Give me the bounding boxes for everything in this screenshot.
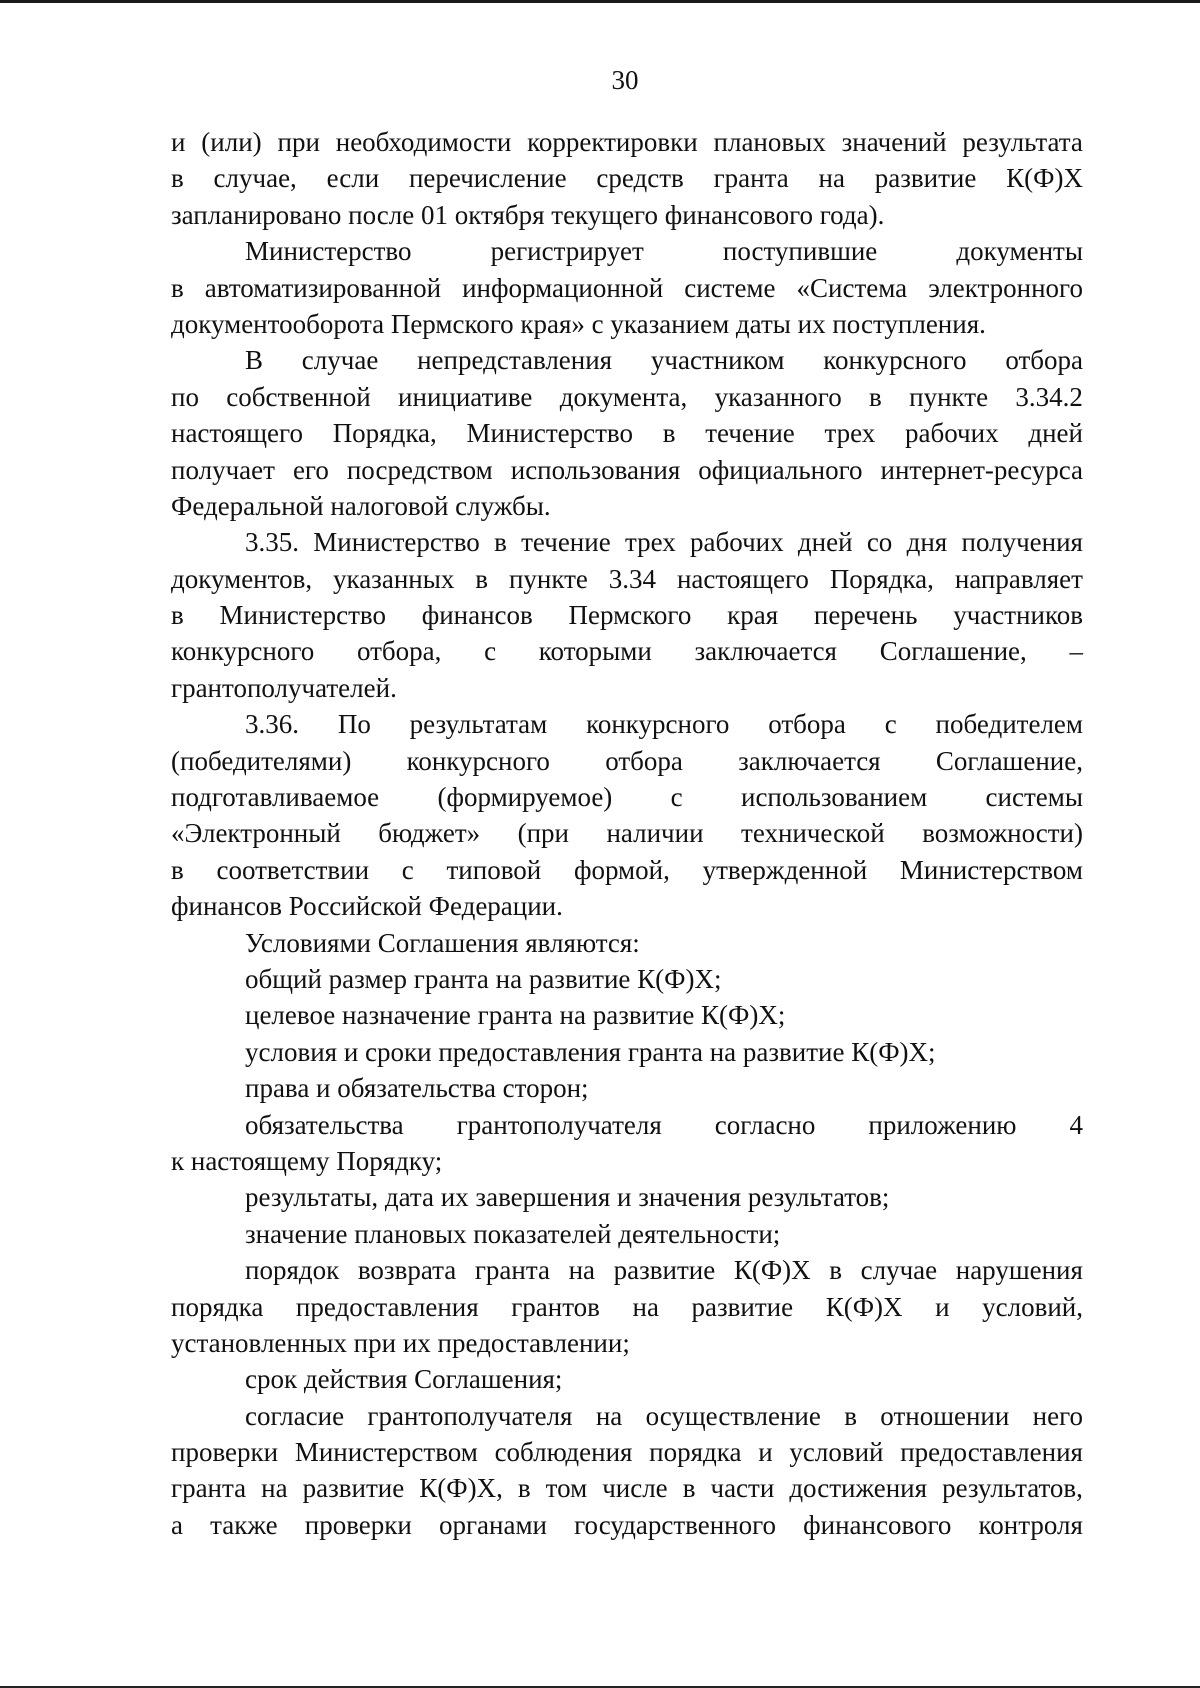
word: Порядка, xyxy=(829,563,934,594)
word: финансового xyxy=(803,1509,952,1540)
word: конкурсного xyxy=(823,345,967,376)
text-line xyxy=(171,1398,1083,1434)
word: перечень xyxy=(813,600,918,631)
word: «Электронный xyxy=(171,818,341,849)
word: случае, xyxy=(213,163,297,194)
word: значений xyxy=(841,127,947,157)
word: в xyxy=(662,418,676,449)
word: на xyxy=(568,1255,596,1286)
word: в xyxy=(869,381,882,412)
word: системе xyxy=(684,272,776,303)
word: и xyxy=(171,127,186,157)
word: если xyxy=(326,163,380,194)
word: случае xyxy=(860,1255,938,1286)
word: Министерство xyxy=(466,418,634,449)
word: Министерство xyxy=(313,527,480,558)
word: электронного xyxy=(928,272,1083,303)
word: участников xyxy=(953,600,1083,631)
word: осуществление xyxy=(645,1400,821,1431)
text-line xyxy=(171,524,1083,560)
word: развитие xyxy=(302,1473,405,1504)
text-line: Федеральной налоговой службы. xyxy=(171,490,551,521)
word: приложению xyxy=(868,1109,1017,1140)
word: с xyxy=(884,709,897,740)
word: достижения xyxy=(789,1473,928,1504)
word: которыми xyxy=(538,636,652,667)
word: согласие xyxy=(245,1400,345,1431)
word: в xyxy=(171,600,184,631)
word: края xyxy=(727,600,779,631)
word: дней xyxy=(797,527,853,558)
word: автоматизированной xyxy=(204,272,442,303)
word: К(Ф)Х xyxy=(1006,163,1083,194)
word: возможности) xyxy=(922,818,1083,849)
word: числе xyxy=(602,1473,668,1504)
word: в xyxy=(829,1255,843,1286)
word: развитие xyxy=(613,1255,716,1286)
word: наличии xyxy=(606,818,704,849)
word: на xyxy=(595,1400,623,1431)
word: в xyxy=(475,563,489,594)
word: «Система xyxy=(796,272,908,303)
word: отбора xyxy=(605,745,683,776)
word: в xyxy=(171,163,184,194)
word: Министерство xyxy=(219,600,386,631)
word: настоящего xyxy=(676,563,809,594)
word: отбора, xyxy=(356,636,442,667)
text-line xyxy=(171,415,1083,451)
word: участником xyxy=(650,345,785,376)
word: системы xyxy=(985,782,1083,813)
word: документа, xyxy=(559,381,688,412)
word: К(Ф)Х xyxy=(733,1255,811,1286)
word: непредставления xyxy=(417,345,613,376)
word: регистрирует xyxy=(490,236,644,267)
word: настоящего xyxy=(171,418,303,449)
word: дней xyxy=(1028,418,1083,449)
text-line xyxy=(171,706,1083,742)
word: Пермского xyxy=(568,600,692,631)
word: в xyxy=(171,272,184,303)
word: на xyxy=(818,163,845,194)
text-line: условия и сроки предоставления гранта на развитие К(Ф)Х; xyxy=(245,1036,936,1067)
word: необходимости xyxy=(335,127,512,157)
text-line xyxy=(171,779,1083,815)
word: обязательства xyxy=(245,1109,404,1140)
word: возврата xyxy=(357,1255,457,1286)
word: заключается xyxy=(738,745,881,776)
word: пункте xyxy=(909,381,989,412)
word: Министерство xyxy=(245,236,412,267)
word: на xyxy=(261,1473,288,1504)
word: него xyxy=(1032,1400,1083,1431)
word: грантополучателя xyxy=(367,1400,573,1431)
word: указанных xyxy=(332,563,455,594)
word: использования xyxy=(510,454,681,485)
text-line: результаты, дата их завершения и значения результатов; xyxy=(245,1182,890,1213)
document-body xyxy=(171,124,1083,1543)
word: также xyxy=(210,1509,278,1540)
text-line xyxy=(171,633,1083,669)
word: порядок xyxy=(245,1255,340,1286)
word: интернет-ресурса xyxy=(880,454,1083,485)
word: формой, xyxy=(573,854,670,885)
word: том xyxy=(545,1473,588,1504)
text-line: общий размер гранта на развитие К(Ф)Х; xyxy=(245,963,722,994)
text-line xyxy=(171,1470,1083,1506)
word: отбора xyxy=(768,709,846,740)
word: бюджет» xyxy=(378,818,481,849)
word: проверки xyxy=(171,1437,279,1468)
word: предоставления xyxy=(295,1291,479,1322)
word: согласно xyxy=(714,1109,816,1140)
text-line xyxy=(171,452,1083,488)
word: условий xyxy=(789,1437,884,1468)
word: отношении xyxy=(880,1400,1010,1431)
text-line xyxy=(171,379,1083,415)
text-line xyxy=(171,852,1083,888)
word: По xyxy=(337,709,371,740)
word: с xyxy=(484,636,497,667)
word: инициативе xyxy=(398,381,533,412)
word: дня xyxy=(906,527,948,558)
word: типовой xyxy=(446,854,542,885)
text-line: запланировано после 01 октября текущего финансового года). xyxy=(171,199,885,230)
word: в xyxy=(494,527,507,558)
word: конкурсного xyxy=(586,709,730,740)
word: победителем xyxy=(935,709,1083,740)
word: гранта xyxy=(713,163,789,194)
text-line: установленных при их предоставлении; xyxy=(171,1327,630,1358)
word: 3.35. xyxy=(245,527,299,558)
text-line xyxy=(171,743,1083,779)
word: в xyxy=(171,854,184,885)
word: получения xyxy=(961,527,1083,558)
word: перечисление xyxy=(408,163,567,194)
word: пункте xyxy=(508,563,588,594)
text-line xyxy=(171,561,1083,597)
word: Министерством xyxy=(294,1437,478,1468)
text-line: финансов Российской Федерации. xyxy=(171,891,563,922)
word: документы xyxy=(956,236,1083,267)
word: документов, xyxy=(171,563,313,594)
word: а xyxy=(171,1509,183,1540)
word: соблюдения xyxy=(494,1437,633,1468)
word: отбора xyxy=(1005,345,1083,376)
word: К(Ф)Х, xyxy=(419,1473,503,1504)
word: корректировки xyxy=(527,127,698,157)
word: получает xyxy=(171,454,275,485)
word: гранта xyxy=(474,1255,550,1286)
word: направляет xyxy=(954,563,1083,594)
word: развитие xyxy=(691,1291,794,1322)
word: при xyxy=(277,127,320,157)
text-line: документооборота Пермского края» с указанием даты их поступления. xyxy=(171,308,986,339)
word: течение xyxy=(521,527,611,558)
text-line: Условиями Соглашения являются: xyxy=(245,927,640,958)
text-line: права и обязательства сторон; xyxy=(245,1073,589,1104)
word: технической xyxy=(741,818,885,849)
word: по xyxy=(171,381,199,412)
word: результата xyxy=(962,127,1083,157)
word: В xyxy=(245,345,264,376)
text-line xyxy=(171,1107,1083,1143)
text-line xyxy=(171,1289,1083,1325)
word: на xyxy=(632,1291,659,1322)
word: контроля xyxy=(978,1509,1083,1540)
word: грантов xyxy=(511,1291,600,1322)
word: государственного xyxy=(574,1509,777,1540)
text-line: значение плановых показателей деятельности; xyxy=(245,1218,781,1249)
text-line: срок действия Соглашения; xyxy=(245,1364,563,1395)
word: условий, xyxy=(982,1291,1083,1322)
word: 4 xyxy=(1069,1109,1083,1140)
text-line xyxy=(171,233,1083,269)
text-line xyxy=(171,1252,1083,1288)
word: информационной xyxy=(462,272,664,303)
word: (победителями) xyxy=(171,745,352,776)
word: нарушения xyxy=(955,1255,1083,1286)
word: и xyxy=(758,1437,773,1468)
word: заключается xyxy=(694,636,837,667)
word: со xyxy=(866,527,893,558)
word: развитие xyxy=(874,163,977,194)
word: (или) xyxy=(201,127,262,157)
word: его xyxy=(292,454,329,485)
word: и xyxy=(935,1291,950,1322)
text-line: грантополучателей. xyxy=(171,672,397,703)
word: (при xyxy=(517,818,569,849)
word: результатов, xyxy=(942,1473,1083,1504)
word: части xyxy=(710,1473,775,1504)
text-line xyxy=(171,160,1083,196)
word: Порядка, xyxy=(332,418,437,449)
word: подготавливаемое xyxy=(171,782,380,813)
text-line xyxy=(171,270,1083,306)
word: соответствии xyxy=(216,854,370,885)
word: в xyxy=(682,1473,696,1504)
word: конкурсного xyxy=(171,636,315,667)
text-line: к настоящему Порядку; xyxy=(171,1145,443,1176)
page-number: 30 xyxy=(611,65,639,95)
word: Соглашение, xyxy=(935,745,1083,776)
text-line xyxy=(171,1507,1083,1543)
word: собственной xyxy=(226,381,371,412)
word: трех xyxy=(624,527,676,558)
text-line xyxy=(171,597,1083,633)
word: рабочих xyxy=(690,527,784,558)
word: грантополучателя xyxy=(456,1109,662,1140)
word: плановых xyxy=(713,127,826,157)
word: органами xyxy=(438,1509,547,1540)
word: посредством xyxy=(346,454,493,485)
word: предоставления xyxy=(900,1437,1083,1468)
word: течение xyxy=(705,418,795,449)
word: с xyxy=(401,854,414,885)
word: К(Ф)Х xyxy=(825,1291,903,1322)
word: – xyxy=(1069,636,1083,667)
word: поступившие xyxy=(722,236,878,267)
word: проверки xyxy=(304,1509,412,1540)
word: с xyxy=(670,782,683,813)
scan-top-edge xyxy=(0,0,1200,3)
word: в xyxy=(844,1400,857,1431)
text-line: целевое назначение гранта на развитие К(Ф)Х; xyxy=(245,1000,786,1031)
word: использованием xyxy=(741,782,928,813)
word: 3.34 xyxy=(608,563,657,594)
text-line xyxy=(171,342,1083,378)
text-line xyxy=(171,815,1083,851)
word: трех xyxy=(824,418,876,449)
word: гранта xyxy=(171,1473,247,1504)
word: Министерством xyxy=(899,854,1083,885)
word: 3.36. xyxy=(245,709,299,740)
word: указанного xyxy=(714,381,842,412)
word: 3.34.2 xyxy=(1015,381,1083,412)
word: (формируемое) xyxy=(437,782,613,813)
word: утвержденной xyxy=(702,854,868,885)
word: порядка xyxy=(171,1291,264,1322)
word: рабочих xyxy=(905,418,999,449)
word: порядка xyxy=(649,1437,742,1468)
word: официального xyxy=(698,454,863,485)
word: Соглашение, xyxy=(879,636,1027,667)
word: финансов xyxy=(421,600,533,631)
word: в xyxy=(517,1473,531,1504)
word: случае xyxy=(301,345,379,376)
text-line xyxy=(171,124,1083,160)
word: результатам xyxy=(409,709,548,740)
word: средств xyxy=(596,163,684,194)
text-line xyxy=(171,1434,1083,1470)
word: конкурсного xyxy=(406,745,550,776)
